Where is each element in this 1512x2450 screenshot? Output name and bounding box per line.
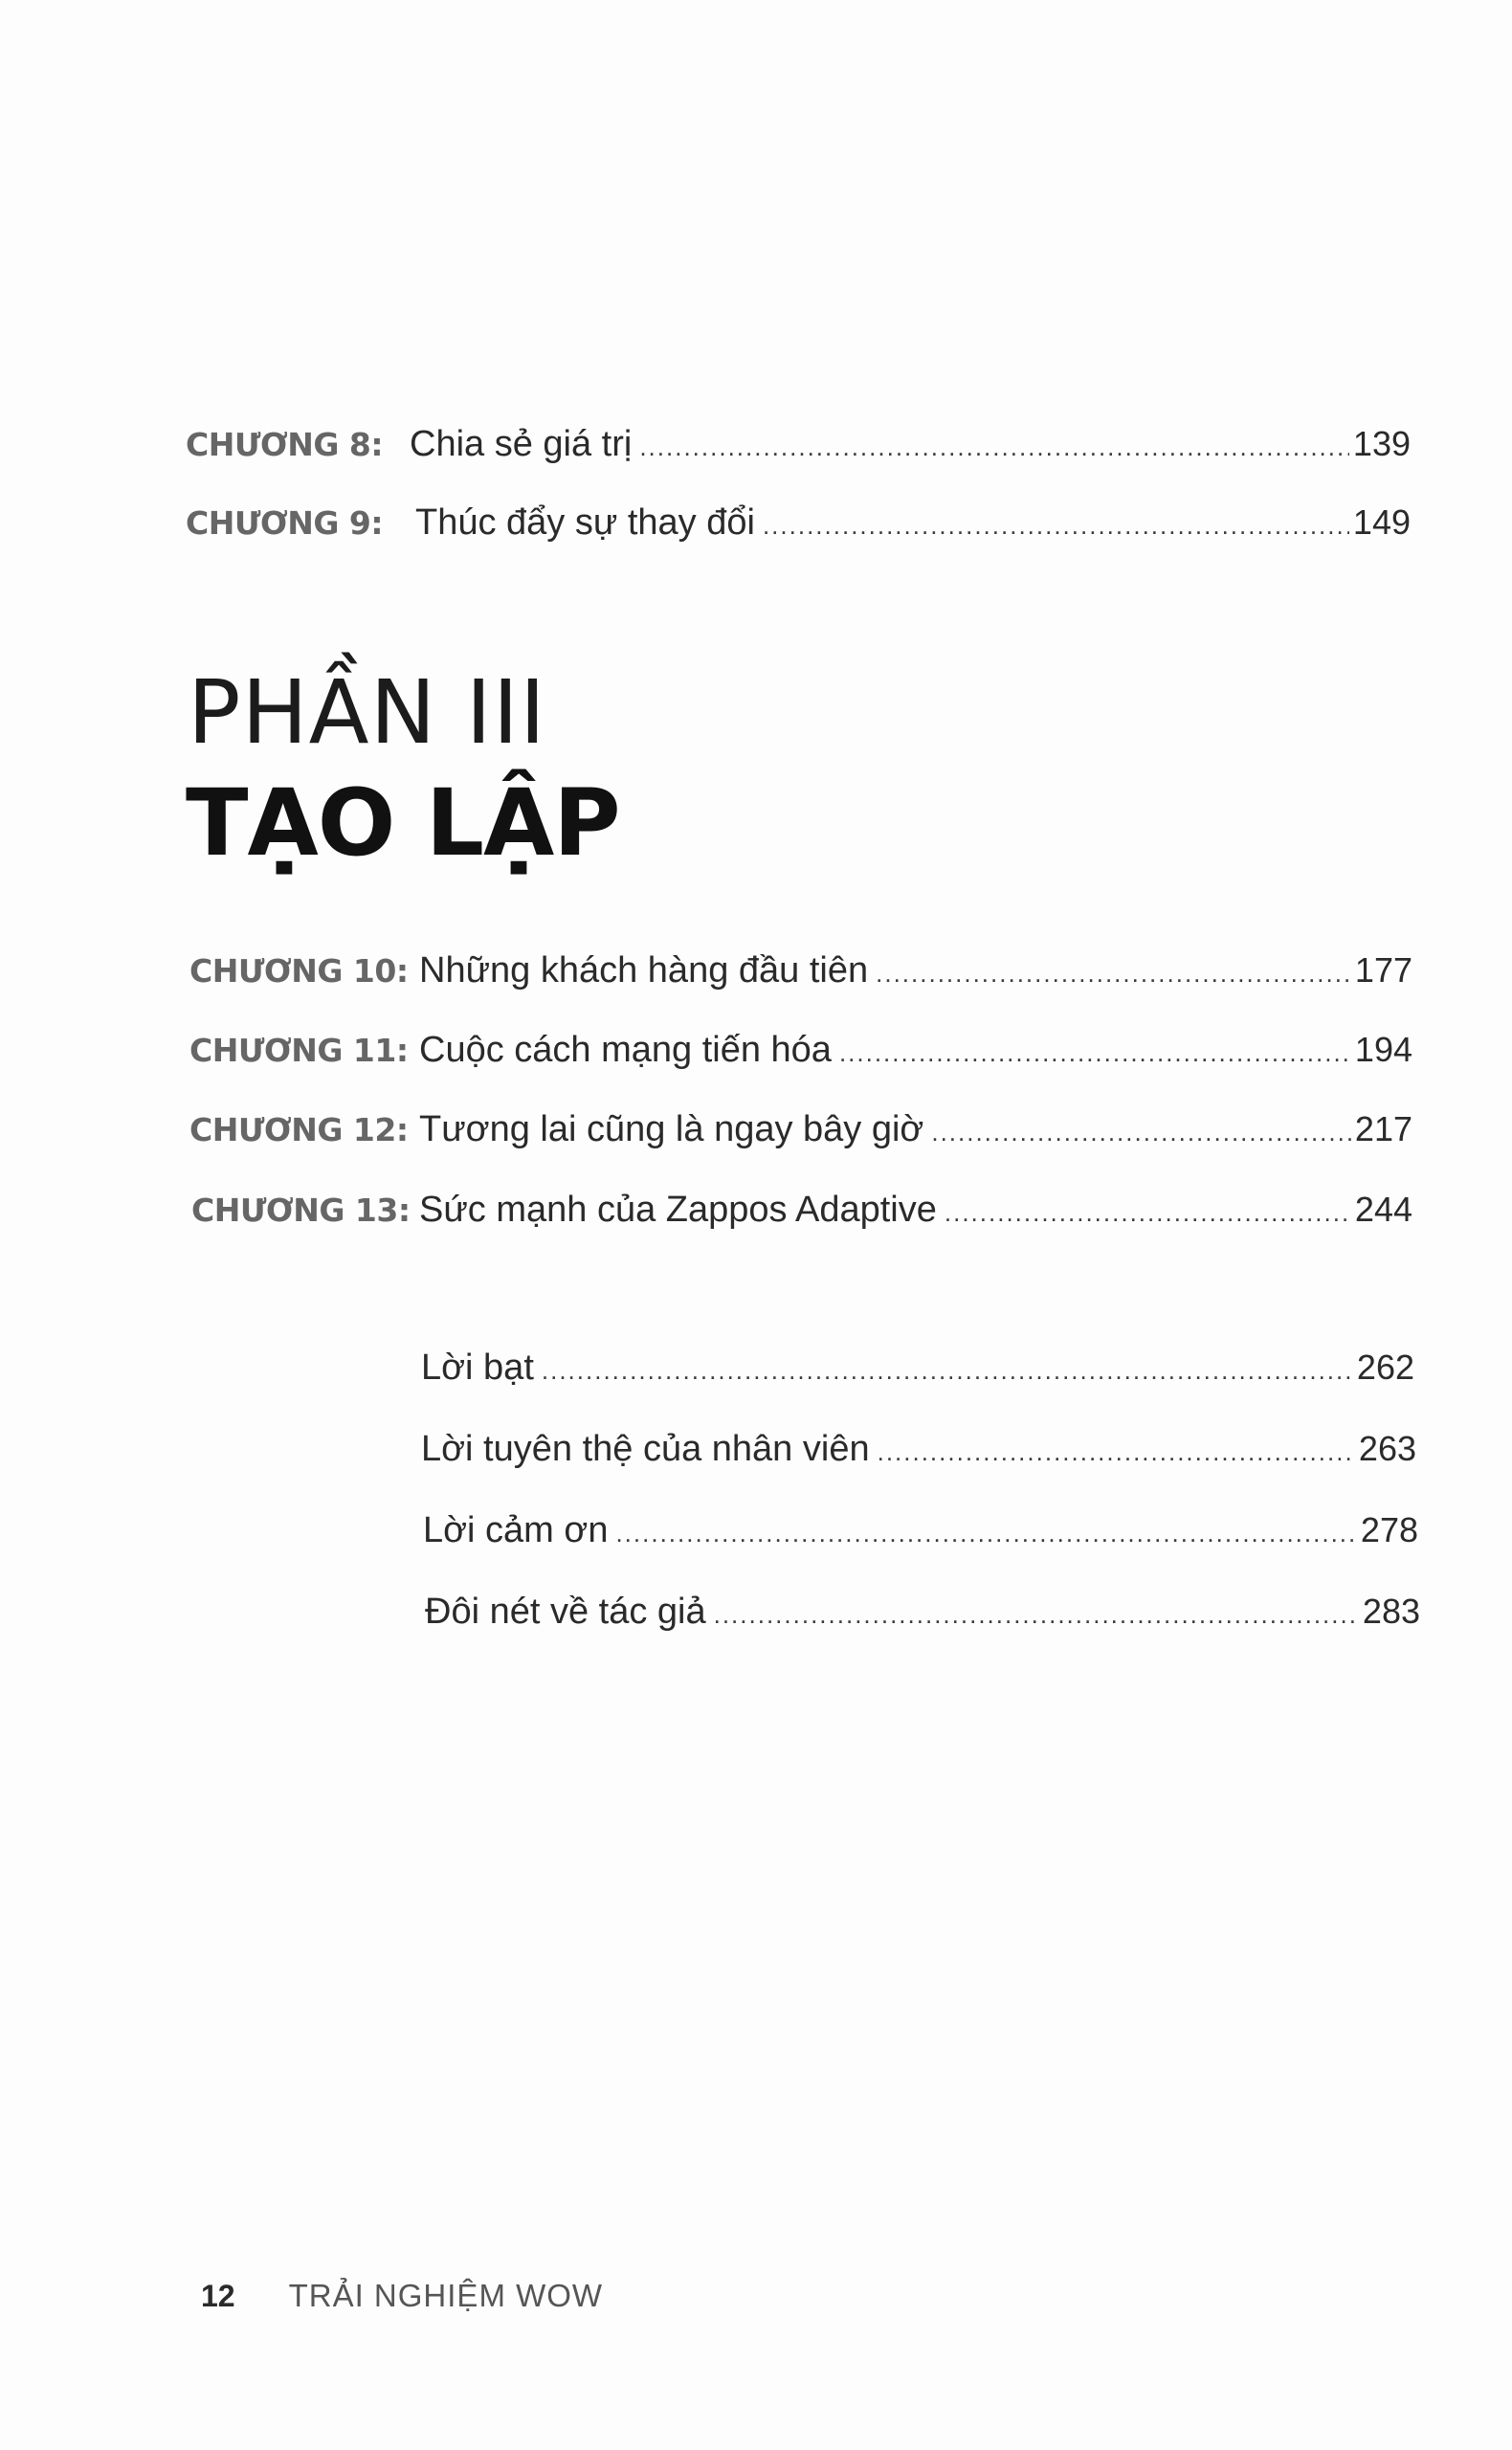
page-number: 263	[1358, 1429, 1416, 1468]
dot-leader	[542, 1348, 1353, 1393]
page-number: 139	[1352, 424, 1411, 463]
chapter-title: Tương lai cũng là ngay bây giờ	[419, 1109, 924, 1149]
page-number: 194	[1354, 1030, 1412, 1069]
dot-leader	[639, 424, 1349, 470]
toc-entry-afterword	[421, 1345, 1414, 1393]
dot-leader	[763, 502, 1349, 548]
dot-leader	[876, 950, 1351, 996]
page-number: 217	[1354, 1109, 1412, 1148]
page-number: 244	[1354, 1190, 1412, 1229]
entry-title: Lời bạt	[421, 1348, 534, 1388]
toc-entry-chapter-10	[189, 947, 1412, 996]
dot-leader	[931, 1109, 1351, 1155]
chapter-title: Thúc đẩy sự thay đổi	[415, 502, 755, 543]
toc-entry-chapter-11	[189, 1027, 1412, 1076]
toc-entry-chapter-8	[186, 421, 1411, 470]
toc-entry-chapter-12	[189, 1106, 1412, 1155]
toc-entry-employee-pledge	[421, 1426, 1416, 1475]
page-number: 262	[1356, 1348, 1414, 1387]
dot-leader	[615, 1510, 1356, 1556]
page-footer	[201, 2278, 603, 2314]
chapter-title: Những khách hàng đầu tiên	[419, 950, 869, 991]
footer-page-number: 12	[201, 2279, 235, 2313]
dot-leader	[714, 1592, 1359, 1637]
page-number: 283	[1362, 1592, 1420, 1631]
toc-entry-chapter-9	[186, 500, 1411, 548]
dot-leader	[878, 1429, 1355, 1475]
footer-book-title: TRẢI NGHIỆM WOW	[288, 2278, 604, 2313]
chapter-label: CHƯƠNG 11:	[189, 1032, 409, 1069]
page-number: 278	[1360, 1510, 1418, 1549]
dot-leader	[945, 1190, 1351, 1236]
part-title: TẠO LẬP	[186, 769, 620, 877]
toc-entry-about-author	[425, 1589, 1420, 1637]
chapter-label: CHƯƠNG 9:	[186, 504, 384, 542]
chapter-label: CHƯƠNG 13:	[191, 1192, 411, 1229]
dot-leader	[839, 1030, 1351, 1076]
entry-title: Lời cảm ơn	[423, 1510, 609, 1550]
chapter-label: CHƯƠNG 10:	[189, 952, 409, 990]
toc-entry-acknowledgements	[423, 1507, 1418, 1556]
chapter-label: CHƯƠNG 8:	[186, 426, 384, 463]
entry-title: Đôi nét về tác giả	[425, 1592, 706, 1632]
chapter-label: CHƯƠNG 12:	[189, 1111, 409, 1148]
part-number: PHẦN III	[188, 661, 547, 764]
page-number: 149	[1352, 502, 1411, 542]
toc-entry-chapter-13	[191, 1187, 1412, 1236]
chapter-title: Chia sẻ giá trị	[410, 424, 633, 464]
chapter-title: Sức mạnh của Zappos Adaptive	[419, 1190, 937, 1230]
page-number: 177	[1354, 950, 1412, 990]
chapter-title: Cuộc cách mạng tiến hóa	[419, 1030, 832, 1070]
entry-title: Lời tuyên thệ của nhân viên	[421, 1429, 870, 1469]
